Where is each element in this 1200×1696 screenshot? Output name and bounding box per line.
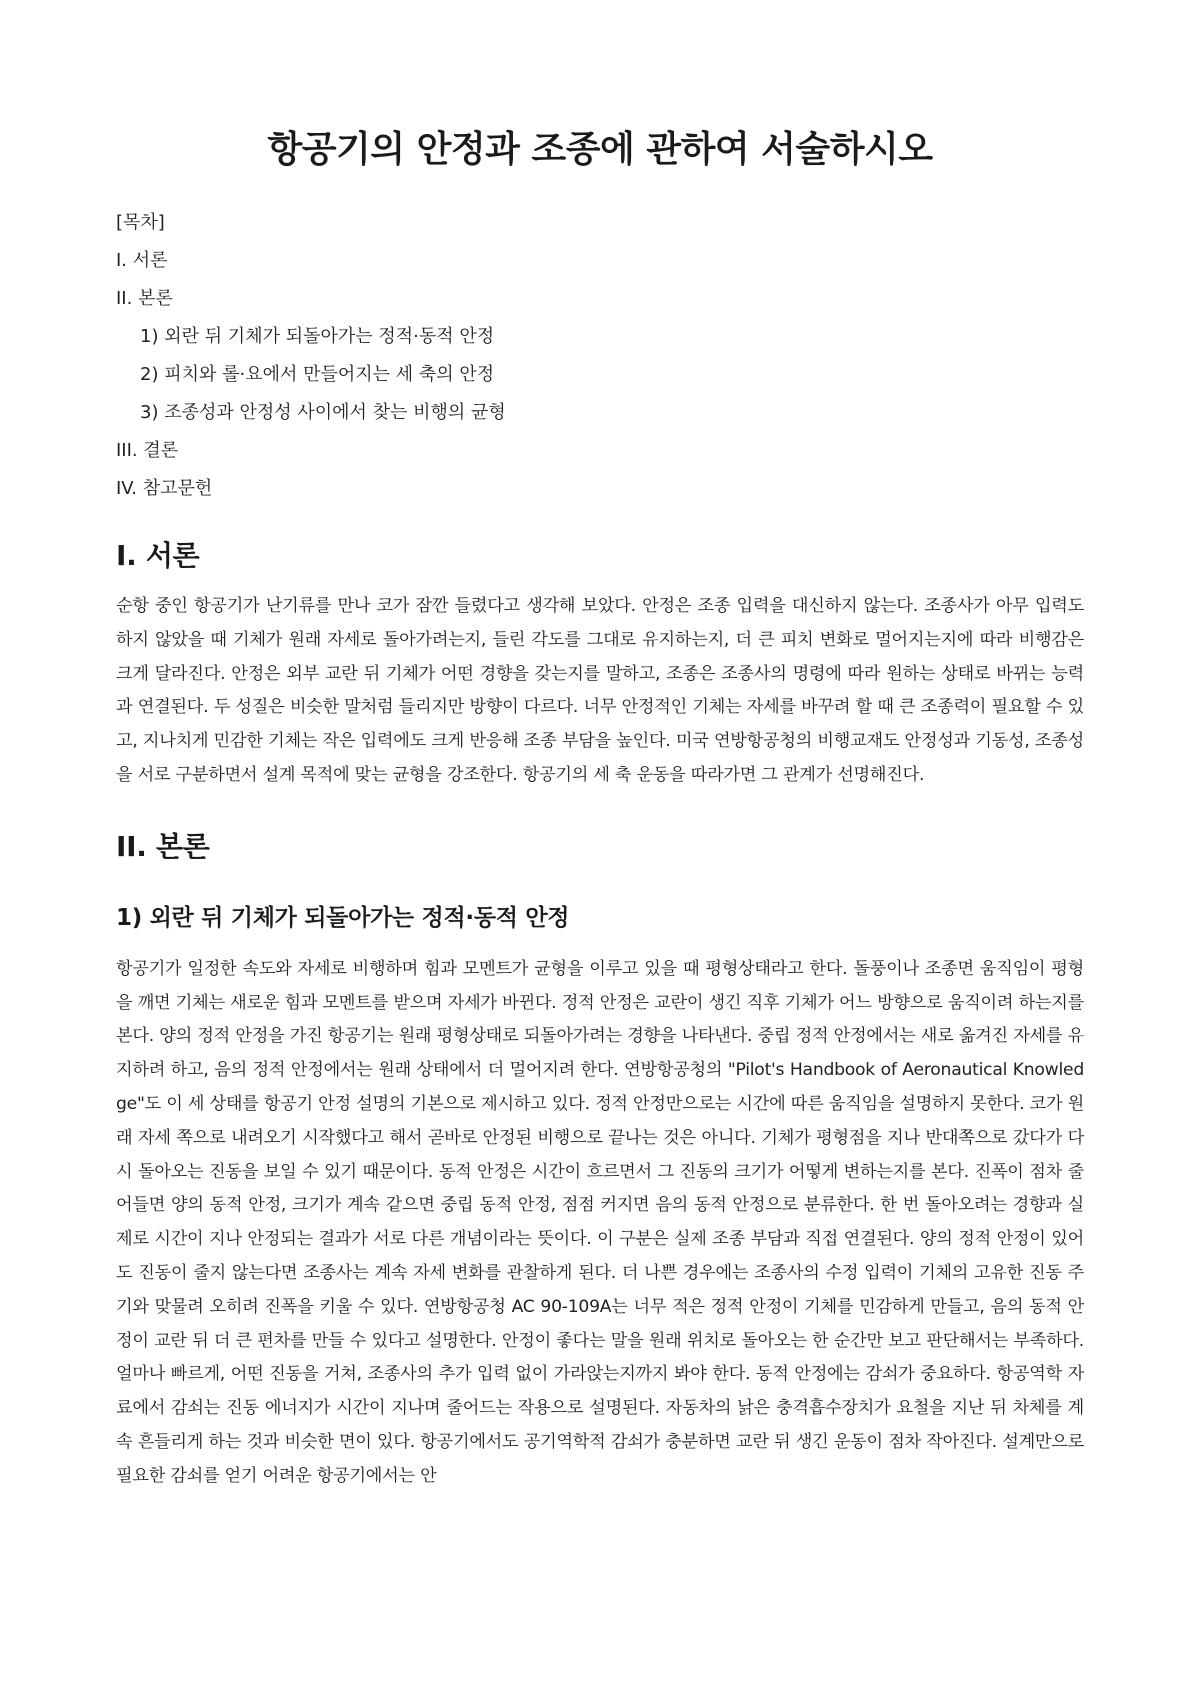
toc-subitem: 2) 피치와 롤·요에서 만들어지는 세 축의 안정 [140,364,495,385]
toc-subitem: 3) 조종성과 안정성 사이에서 찾는 비행의 균형 [140,402,506,423]
section-heading-intro: I. 서론 [116,539,200,572]
toc-item: IV. 참고문헌 [116,478,213,499]
toc-item: III. 결론 [116,440,179,461]
toc-subitem: 1) 외란 뒤 기체가 되돌아가는 정적·동적 안정 [140,326,495,347]
table-of-contents [116,204,1084,508]
toc-item: II. 본론 [116,288,173,309]
section-heading-body: II. 본론 [116,829,210,863]
subsection-1-paragraph: 항공기가 일정한 속도와 자세로 비행하며 힘과 모멘트가 균형을 이루고 있을 때 평형상태라고 한다. 돌풍이나 조종면 움직임이 평형을 깨면 기체는 새로운 힘과 모멘트를 받으며 자세가 바뀐다. 정적 안정은 교란이 생긴 직후 기체가 어느 방향으로 움직이려 하는지를 본다. 양의 정적 안정을 가진 항공기는 원래 평형상태로 되돌아가려는 경향을 나타낸다. 중립 정적 안정에서는 새로 옮겨진 자세를 유지하려 하고, 음의 정적 안정에서는 원래 상태에서 더 멀어지려 한다. 연방항공청의 "Pilot's Handbook of Aeronautical Knowledge"도 이 세 상태를 항공기 안정 설명의 기본으로 제시하고 있다. 정적 안정만으로는 시간에 따른 움직임을 설명하지 못한다. 코가 원래 자세 쪽으로 내려오기 시작했다고 해서 곧바로 안정된 비행으로 끝나는 것은 아니다. 기체가 평형점을 지나 반대쪽으로 갔다가 다시 돌아오는 진동을 보일 수 있기 때문이다. 동적 안정은 시간이 흐르면서 그 진동의 크기가 어떻게 변하는지를 본다. 진폭이 점차 줄어들면 양의 동적 안정, 크기가 계속 같으면 중립 동적 안정, 점점 커지면 음의 동적 안정으로 분류한다. 한 번 돌아오려는 경향과 실제로 시간이 지나 안정되는 결과가 서로 다른 개념이라는 뜻이다. 이 구분은 실제 조종 부담과 직접 연결된다. 양의 정적 안정이 있어도 진동이 줄지 않는다면 조종사는 계속 자세 변화를 관찰하게 된다. 더 나쁜 경우에는 조종사의 수정 입력이 기체의 고유한 진동 주기와 맞물려 오히려 진폭을 키울 수 있다. 연방항공청 AC 90-109A는 너무 적은 정적 안정이 기체를 민감하게 만들고, 음의 동적 안정이 교란 뒤 더 큰 편차를 만들 수 있다고 설명한다. 안정이 좋다는 말을 원래 위치로 돌아오는 한 순간만 보고 판단해서는 부족하다. 얼마나 빠르게, 어떤 진동을 거쳐, 조종사의 추가 입력 없이 가라앉는지까지 봐야 한다. 동적 안정에는 감쇠가 중요하다. 항공역학 자료에서 감쇠는 진동 에너지가 시간이 지나며 줄어드는 작용으로 설명된다. 자동차의 낡은 충격흡수장치가 요철을 지난 뒤 차체를 계속 흔들리게 하는 것과 비슷한 면이 있다. 항공기에서도 공기역학적 감쇠가 충분하면 교란 뒤 생긴 운동이 점차 작아진다. 설계만으로 필요한 감쇠를 얻기 어려운 항공기에서는 안 [116,958,1085,1486]
intro-paragraph: 순항 중인 항공기가 난기류를 만나 코가 잠깐 들렸다고 생각해 보았다. 안정은 조종 입력을 대신하지 않는다. 조종사가 아무 입력도 하지 않았을 때 기체가 원래 자세로 돌아가려는지, 들린 각도를 그대로 유지하는지, 더 큰 피치 변화로 멀어지는지에 따라 비행감은 크게 달라진다. 안정은 외부 교란 뒤 기체가 어떤 경향을 갖는지를 말하고, 조종은 조종사의 명령에 따라 원하는 상태로 바뀌는 능력과 연결된다. 두 성질은 비슷한 말처럼 들리지만 방향이 다르다. 너무 안정적인 기체는 자세를 바꾸려 할 때 큰 조종력이 필요할 수 있고, 지나치게 민감한 기체는 작은 입력에도 크게 반응해 조종 부담을 높인다. 미국 연방항공청의 비행교재도 안정성과 기동성, 조종성을 서로 구분하면서 설계 목적에 맞는 균형을 강조한다. 항공기의 세 축 운동을 따라가면 그 관계가 선명해진다. [116,596,1084,785]
subsection-heading-1: 1) 외란 뒤 기체가 되돌아가는 정적·동적 안정 [116,904,570,931]
toc-item: I. 서론 [116,250,168,271]
document-title: 항공기의 안정과 조종에 관하여 서술하시오 [267,129,933,170]
toc-label: [목차] [116,212,165,233]
